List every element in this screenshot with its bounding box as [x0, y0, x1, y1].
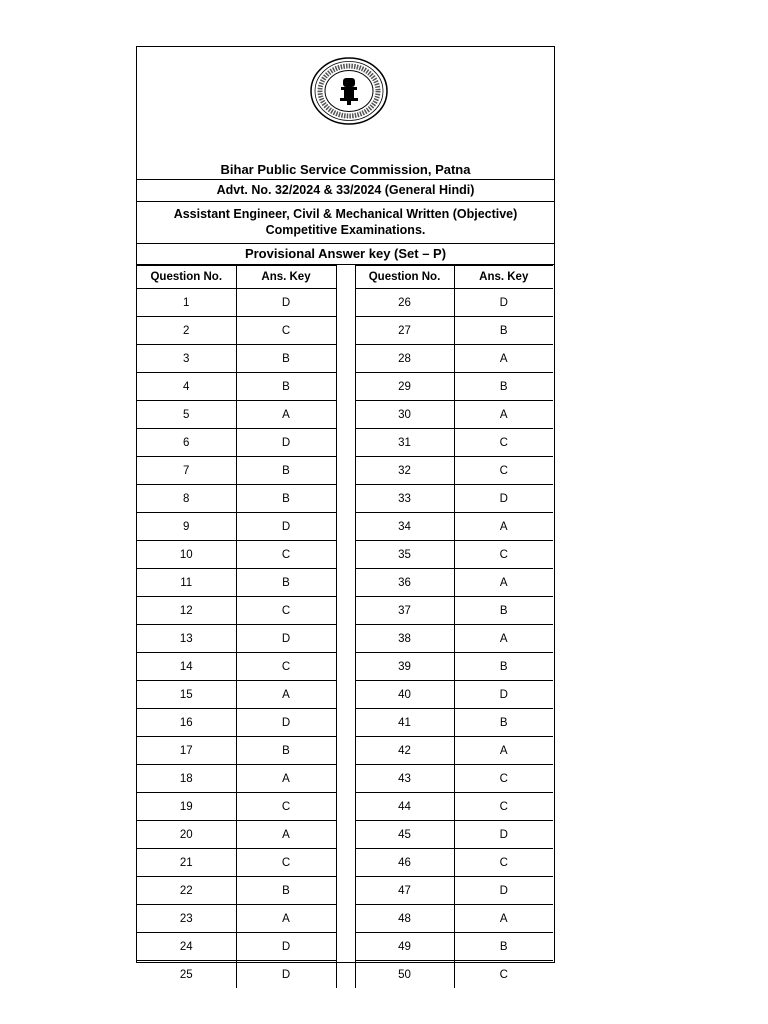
table-row — [137, 345, 553, 373]
bpsc-seal-icon — [310, 56, 388, 126]
answer-cell: D — [454, 877, 553, 905]
answer-cell: D — [236, 961, 336, 989]
question-no-cell: 19 — [137, 793, 236, 821]
question-no-cell: 37 — [355, 597, 454, 625]
question-no-cell: 47 — [355, 877, 454, 905]
column-separator — [336, 541, 355, 569]
answer-cell: B — [454, 373, 553, 401]
question-no-cell: 48 — [355, 905, 454, 933]
table-row — [137, 569, 553, 597]
question-no-cell: 32 — [355, 457, 454, 485]
question-no-cell: 45 — [355, 821, 454, 849]
column-separator — [336, 569, 355, 597]
answer-key-sheet — [136, 46, 555, 981]
question-no-cell: 1 — [137, 289, 236, 317]
question-no-cell: 49 — [355, 933, 454, 961]
answer-cell: B — [236, 569, 336, 597]
table-row — [137, 961, 553, 989]
column-separator — [336, 877, 355, 905]
answer-cell: D — [236, 289, 336, 317]
table-header-row — [137, 266, 553, 289]
answer-cell: A — [454, 513, 553, 541]
question-no-cell: 50 — [355, 961, 454, 989]
answer-cell: B — [236, 485, 336, 513]
column-header-ans-key-2: Ans. Key — [454, 266, 553, 289]
logo-area — [137, 47, 554, 157]
column-separator — [336, 597, 355, 625]
answer-cell: B — [236, 737, 336, 765]
answer-cell: C — [454, 849, 553, 877]
answer-cell: B — [454, 933, 553, 961]
answer-cell: D — [236, 513, 336, 541]
answer-cell: C — [236, 793, 336, 821]
table-row — [137, 541, 553, 569]
table-row — [137, 653, 553, 681]
answer-cell: C — [236, 849, 336, 877]
column-separator — [336, 345, 355, 373]
column-separator — [336, 933, 355, 961]
question-no-cell: 10 — [137, 541, 236, 569]
answer-key-title: Provisional Answer key (Set – P) — [137, 244, 554, 265]
question-no-cell: 36 — [355, 569, 454, 597]
answer-cell: A — [236, 905, 336, 933]
answer-cell: A — [454, 401, 553, 429]
question-no-cell: 38 — [355, 625, 454, 653]
question-no-cell: 29 — [355, 373, 454, 401]
column-separator — [336, 709, 355, 737]
column-separator — [336, 905, 355, 933]
answer-cell: D — [454, 289, 553, 317]
question-no-cell: 9 — [137, 513, 236, 541]
question-no-cell: 44 — [355, 793, 454, 821]
table-row — [137, 793, 553, 821]
table-row — [137, 457, 553, 485]
table-row — [137, 905, 553, 933]
table-row — [137, 709, 553, 737]
question-no-cell: 8 — [137, 485, 236, 513]
question-no-cell: 15 — [137, 681, 236, 709]
table-row — [137, 429, 553, 457]
table-row — [137, 317, 553, 345]
table-row — [137, 933, 553, 961]
table-row — [137, 485, 553, 513]
question-no-cell: 27 — [355, 317, 454, 345]
answer-cell: C — [454, 793, 553, 821]
column-separator — [336, 401, 355, 429]
question-no-cell: 17 — [137, 737, 236, 765]
answer-cell: C — [454, 429, 553, 457]
answer-cell: B — [236, 457, 336, 485]
column-separator — [336, 266, 355, 289]
question-no-cell: 39 — [355, 653, 454, 681]
column-separator — [336, 961, 355, 989]
column-separator — [336, 737, 355, 765]
question-no-cell: 26 — [355, 289, 454, 317]
column-separator — [336, 429, 355, 457]
answer-cell: D — [236, 933, 336, 961]
answer-cell: A — [236, 765, 336, 793]
question-no-cell: 23 — [137, 905, 236, 933]
column-separator — [336, 849, 355, 877]
question-no-cell: 40 — [355, 681, 454, 709]
column-separator — [336, 373, 355, 401]
question-no-cell: 25 — [137, 961, 236, 989]
exam-title-line1: Assistant Engineer, Civil & Mechanical Written (Objective) — [173, 207, 518, 221]
answer-cell: C — [236, 597, 336, 625]
answer-cell: D — [454, 821, 553, 849]
question-no-cell: 2 — [137, 317, 236, 345]
question-no-cell: 3 — [137, 345, 236, 373]
answer-cell: D — [236, 625, 336, 653]
question-no-cell: 35 — [355, 541, 454, 569]
table-row — [137, 289, 553, 317]
question-no-cell: 42 — [355, 737, 454, 765]
answer-cell: A — [454, 569, 553, 597]
answer-cell: B — [454, 709, 553, 737]
organization-name: Bihar Public Service Commission, Patna — [137, 157, 554, 180]
table-row — [137, 401, 553, 429]
column-header-ans-key: Ans. Key — [236, 266, 336, 289]
question-no-cell: 18 — [137, 765, 236, 793]
question-no-cell: 28 — [355, 345, 454, 373]
answer-cell: D — [454, 681, 553, 709]
question-no-cell: 5 — [137, 401, 236, 429]
column-separator — [336, 625, 355, 653]
column-separator — [336, 821, 355, 849]
answer-cell: B — [454, 597, 553, 625]
question-no-cell: 6 — [137, 429, 236, 457]
table-row — [137, 849, 553, 877]
table-row — [137, 821, 553, 849]
advertisement-number: Advt. No. 32/2024 & 33/2024 (General Hindi) — [137, 180, 554, 202]
question-no-cell: 33 — [355, 485, 454, 513]
exam-title — [137, 202, 554, 244]
answer-cell: C — [454, 961, 553, 989]
answer-cell: C — [236, 317, 336, 345]
answer-cell: C — [236, 653, 336, 681]
column-separator — [336, 681, 355, 709]
answer-cell: D — [454, 485, 553, 513]
question-no-cell: 41 — [355, 709, 454, 737]
table-row — [137, 625, 553, 653]
answer-cell: B — [236, 345, 336, 373]
question-no-cell: 13 — [137, 625, 236, 653]
column-separator — [336, 793, 355, 821]
column-separator — [336, 457, 355, 485]
answer-cell: A — [236, 401, 336, 429]
question-no-cell: 30 — [355, 401, 454, 429]
question-no-cell: 16 — [137, 709, 236, 737]
answer-cell: B — [236, 877, 336, 905]
column-separator — [336, 653, 355, 681]
answer-cell: A — [454, 905, 553, 933]
table-row — [137, 373, 553, 401]
question-no-cell: 46 — [355, 849, 454, 877]
column-separator — [336, 485, 355, 513]
question-no-cell: 14 — [137, 653, 236, 681]
answer-cell: A — [236, 681, 336, 709]
answer-cell: A — [454, 737, 553, 765]
exam-title-line2: Competitive Examinations. — [265, 223, 426, 237]
column-header-question-no-2: Question No. — [355, 266, 454, 289]
table-row — [137, 513, 553, 541]
question-no-cell: 20 — [137, 821, 236, 849]
table-row — [137, 597, 553, 625]
question-no-cell: 31 — [355, 429, 454, 457]
answer-cell: C — [454, 457, 553, 485]
column-header-question-no: Question No. — [137, 266, 236, 289]
question-no-cell: 21 — [137, 849, 236, 877]
column-separator — [336, 765, 355, 793]
answer-key-table — [137, 265, 553, 988]
answer-cell: A — [236, 821, 336, 849]
answer-cell: B — [454, 317, 553, 345]
table-row — [137, 681, 553, 709]
question-no-cell: 7 — [137, 457, 236, 485]
answer-cell: D — [236, 709, 336, 737]
table-row — [137, 765, 553, 793]
column-separator — [336, 289, 355, 317]
answer-cell: C — [454, 765, 553, 793]
column-separator — [336, 317, 355, 345]
answer-cell: A — [454, 345, 553, 373]
question-no-cell: 4 — [137, 373, 236, 401]
question-no-cell: 34 — [355, 513, 454, 541]
answer-cell: B — [236, 373, 336, 401]
column-separator — [336, 513, 355, 541]
question-no-cell: 24 — [137, 933, 236, 961]
answer-cell: B — [454, 653, 553, 681]
answer-cell: D — [236, 429, 336, 457]
question-no-cell: 11 — [137, 569, 236, 597]
question-no-cell: 22 — [137, 877, 236, 905]
question-no-cell: 12 — [137, 597, 236, 625]
table-row — [137, 737, 553, 765]
answer-cell: C — [454, 541, 553, 569]
question-no-cell: 43 — [355, 765, 454, 793]
table-row — [137, 877, 553, 905]
answer-cell: A — [454, 625, 553, 653]
answer-cell: C — [236, 541, 336, 569]
